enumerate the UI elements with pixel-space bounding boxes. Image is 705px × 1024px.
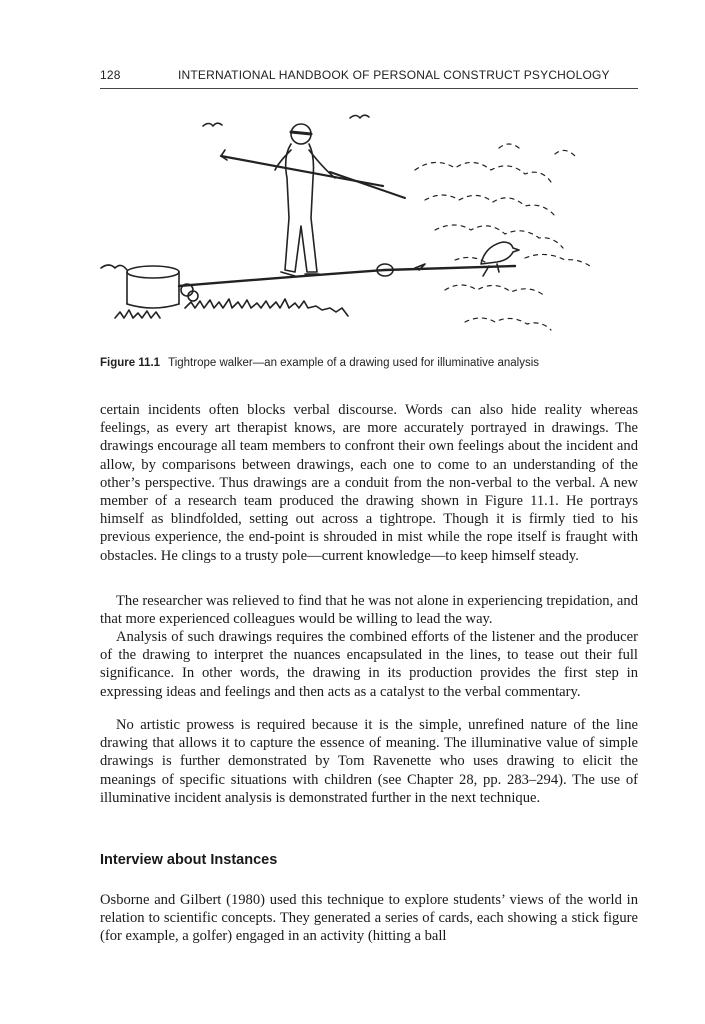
tightrope: [179, 266, 515, 286]
section-heading: Interview about Instances: [100, 852, 278, 868]
paragraph: No artistic prowess is required because it is the simple, unrefined nature of the line drawing that allows it to capture the essence of meaning. The illuminative value of simple drawings is further demonstrated by Tom Ravenette who uses drawing to elicit the meanings of specific situations with children (see Chapter 28, pp. 283–294). The use of illuminative incident analysis is demonstrated further in the next technique.: [100, 717, 638, 806]
paragraph: certain incidents often blocks verbal discourse. Words can also hide reality whereas feelings, as every art therapist knows, are more accurately portrayed in drawings. The drawings encourage all team members to confront their own feelings about the incident and allow, by comparisons between drawings, each one to come to an understanding of the other’s perspective. Thus drawings are a conduit from the non-verbal to the verbal. A new member of a research team produced the drawing shown in Figure 11.1. He portrays himself as blindfolded, setting out across a tightrope. Though it is firmly tied to his previous experience, the end-point is shrouded in mist while the rope itself is fraught with obstacles. He clings to a trusty pole—current knowledge—to keep himself steady.: [100, 402, 638, 564]
grass: [185, 299, 348, 316]
figure-caption: [100, 357, 638, 369]
paragraph: The researcher was relieved to find that he was not alone in experiencing trepidation, and that more experienced colleagues would be willing to lead the way.: [100, 593, 638, 628]
page-number: 128: [100, 68, 121, 82]
figure-label: Figure 11.1: [100, 357, 161, 369]
header-rule: [100, 88, 638, 89]
bird-icon: [203, 123, 222, 126]
figure-tightrope-walker: [95, 108, 625, 346]
bird-on-rope-icon: [481, 242, 519, 276]
figure-caption-text: Tightrope walker—an example of a drawing used for illuminative analysis: [168, 357, 540, 369]
bird-icon: [350, 115, 369, 118]
paragraph: Analysis of such drawings requires the combined efforts of the listener and the producer of the drawing to interpret the nuances encapsulated in the lines, to tease out their full significance. In other words, the drawing in its production provides the first step in expressing ideas and feelings and then acts as a catalyst to the verbal commentary.: [100, 629, 638, 700]
paragraph: Osborne and Gilbert (1980) used this technique to explore students’ views of the world in relation to scientific concepts. They generated a series of cards, each showing a stick figure (for example, a golfer) engaged in an activity (hitting a ball: [100, 892, 638, 945]
walker-figure: [275, 124, 335, 276]
mist-clouds: [415, 144, 593, 330]
running-title: INTERNATIONAL HANDBOOK OF PERSONAL CONSTRUCT PSYCHOLOGY: [178, 68, 610, 82]
tightrope-drawing: [95, 108, 625, 346]
